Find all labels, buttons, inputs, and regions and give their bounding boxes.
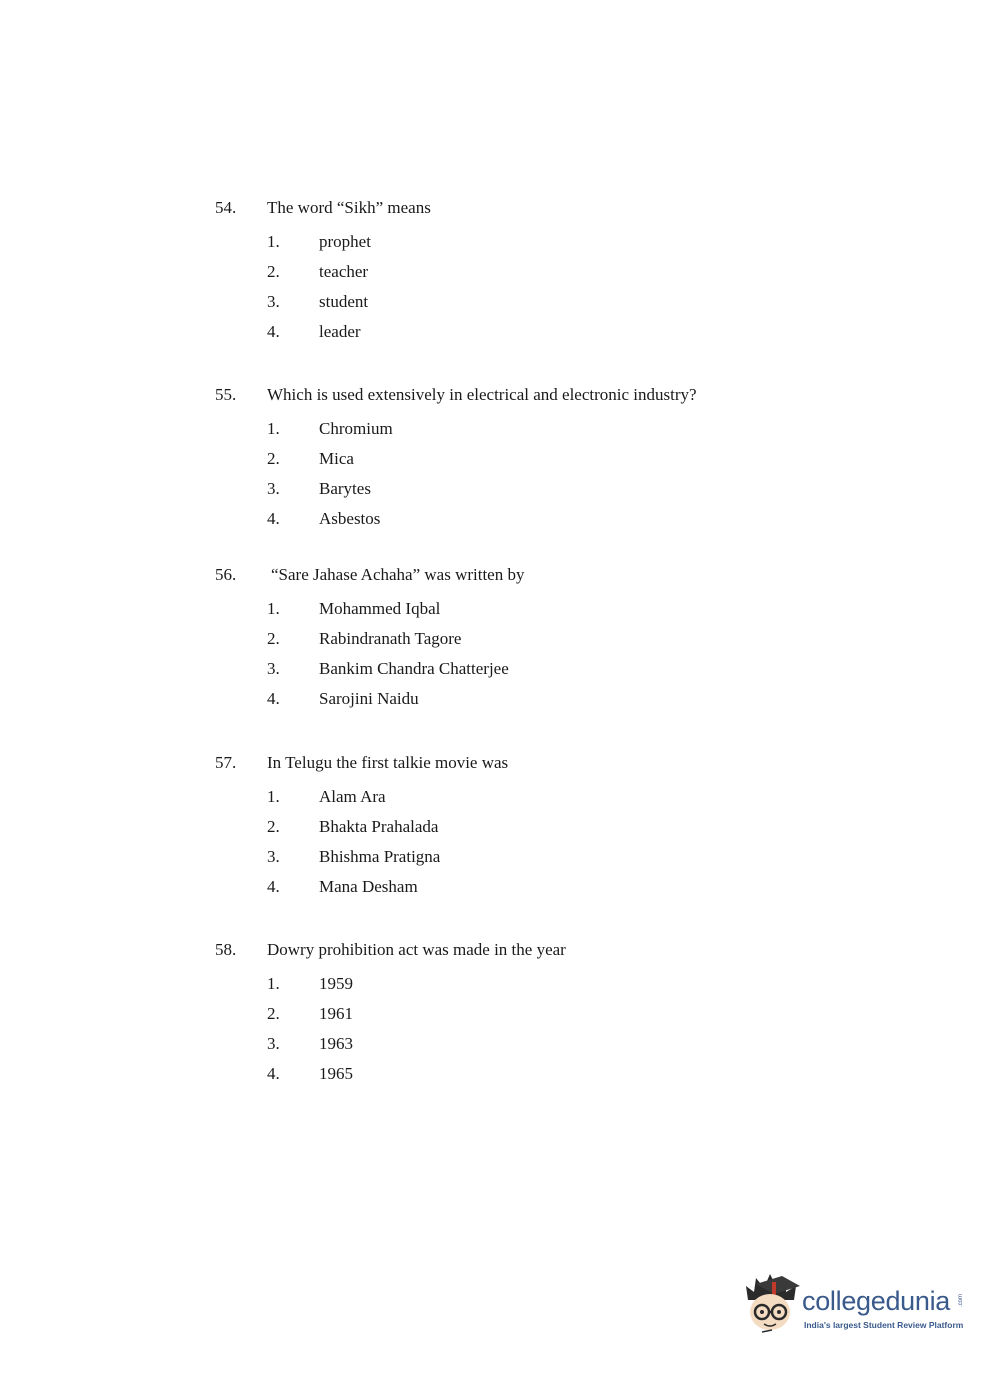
option-text: Bhishma Pratigna — [319, 847, 441, 866]
option — [0, 419, 1001, 439]
option-number: 3. — [267, 1034, 280, 1053]
option-number: 3. — [267, 292, 280, 311]
option — [0, 659, 1001, 679]
option-number: 1. — [267, 599, 280, 618]
option-text: Mana Desham — [319, 877, 418, 896]
option-number: 2. — [267, 629, 280, 648]
option-number: 3. — [267, 847, 280, 866]
question-text: Which is used extensively in electrical and electronic industry? — [267, 385, 697, 404]
option — [0, 974, 1001, 994]
option-text: Alam Ara — [319, 787, 386, 806]
option — [0, 292, 1001, 312]
option — [0, 629, 1001, 649]
option — [0, 817, 1001, 837]
question-text: “Sare Jahase Achaha” was written by — [271, 565, 525, 584]
question-number: 55. — [215, 385, 237, 404]
option-text: Rabindranath Tagore — [319, 629, 462, 648]
option-text: 1959 — [319, 974, 353, 993]
option-text: 1963 — [319, 1034, 353, 1053]
option-number: 1. — [267, 787, 280, 806]
option-number: 2. — [267, 449, 280, 468]
option — [0, 1004, 1001, 1024]
option — [0, 787, 1001, 807]
option-text: Chromium — [319, 419, 393, 438]
collegedunia-logo — [742, 1272, 972, 1344]
option — [0, 1064, 1001, 1084]
option-number: 4. — [267, 322, 280, 341]
question-text: The word “Sikh” means — [267, 198, 431, 217]
option-text: Sarojini Naidu — [319, 689, 419, 708]
option-text: Bankim Chandra Chatterjee — [319, 659, 509, 678]
option-number: 3. — [267, 659, 280, 678]
logo-suffix: .com — [958, 1294, 964, 1308]
option-text: Barytes — [319, 479, 371, 498]
question-number: 58. — [215, 940, 237, 959]
option-number: 4. — [267, 1064, 280, 1083]
question-number: 57. — [215, 753, 237, 772]
logo-wordmark: collegedunia — [802, 1286, 951, 1316]
option — [0, 599, 1001, 619]
option-number: 1. — [267, 974, 280, 993]
option-number: 4. — [267, 509, 280, 528]
option-number: 2. — [267, 1004, 280, 1023]
option-text: Mica — [319, 449, 354, 468]
question-number: 56. — [215, 565, 237, 584]
option — [0, 509, 1001, 529]
question-text: In Telugu the first talkie movie was — [267, 753, 509, 772]
option — [0, 689, 1001, 709]
option — [0, 479, 1001, 499]
option-text: Mohammed Iqbal — [319, 599, 441, 618]
question-number: 54. — [215, 198, 237, 217]
option-number: 2. — [267, 262, 280, 281]
option-text: Asbestos — [319, 509, 381, 528]
option — [0, 449, 1001, 469]
option — [0, 847, 1001, 867]
option — [0, 322, 1001, 342]
option-number: 4. — [267, 877, 280, 896]
option-text: prophet — [319, 232, 371, 251]
option-text: 1965 — [319, 1064, 353, 1083]
option — [0, 877, 1001, 897]
option — [0, 262, 1001, 282]
option — [0, 1034, 1001, 1054]
option-text: teacher — [319, 262, 369, 281]
logo-tagline: India's largest Student Review Platform — [804, 1320, 964, 1330]
option-number: 4. — [267, 689, 280, 708]
option-number: 1. — [267, 419, 280, 438]
mascot-icon — [742, 1272, 802, 1336]
option-number: 2. — [267, 817, 280, 836]
question-text: Dowry prohibition act was made in the year — [267, 940, 566, 959]
option-text: leader — [319, 322, 361, 341]
option-text: 1961 — [319, 1004, 353, 1023]
option — [0, 232, 1001, 252]
option-number: 1. — [267, 232, 280, 251]
option-number: 3. — [267, 479, 280, 498]
option-text: student — [319, 292, 369, 311]
option-text: Bhakta Prahalada — [319, 817, 439, 836]
